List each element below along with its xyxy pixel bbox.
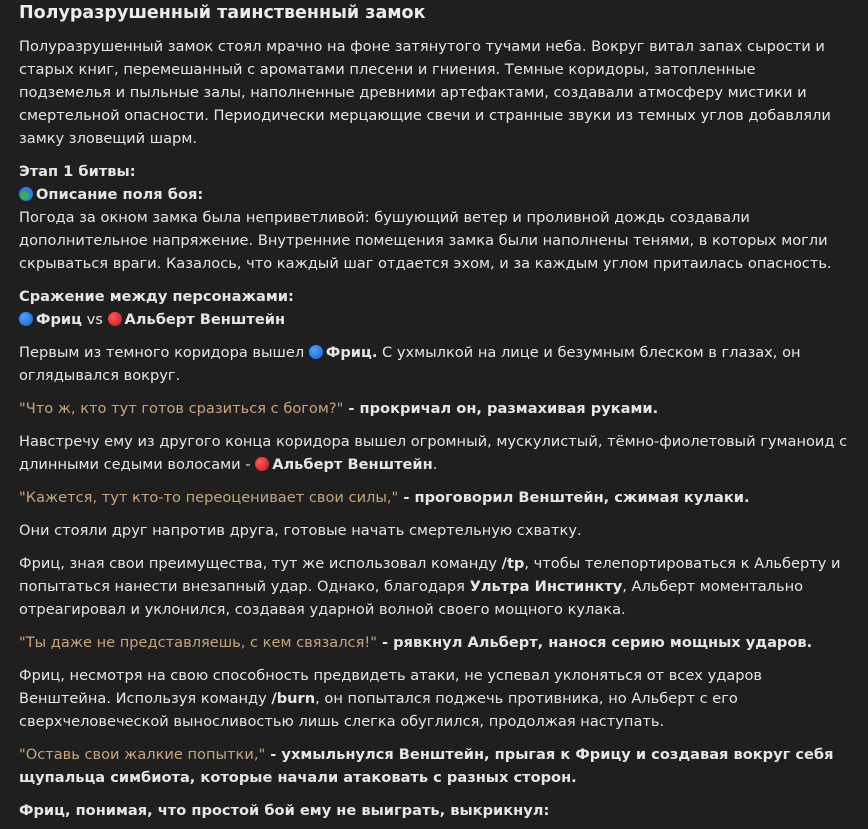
quote-4: "Оставь свои жалкие попытки," - ухмыльнулся Венштейн, прыгая к Фрицу и создавая вокруг себя щупальца симбиота, которые начали атаковать с разных сторон. bbox=[19, 746, 834, 786]
story-paragraph-5: Фриц, несмотря на свою способность предвидеть атаки, не успевал уклоняться от всех ударов Венштейна. Используя команду /burn, он попытался поджечь противника, но Альберт с его сверхчеловеческой выносливостью лишь слегка обуглился, продолжая наступать. bbox=[19, 667, 763, 730]
story-paragraph-1: Первым из темного коридора вышел Фриц. С ухмылкой на лице и безумным блеском в глазах, он оглядывался вокруг. bbox=[19, 344, 801, 384]
red-circle-icon bbox=[255, 457, 269, 471]
versus-line: Фриц vs Альберт Венштейн bbox=[19, 308, 850, 331]
intro-paragraph: Полуразрушенный замок стоял мрачно на фоне затянутого тучами неба. Вокруг витал запах сырости и старых книг, перемешанный с ароматами плесени и гниения. Темные коридоры, затопленные подземелья и пыльные залы, наполненные древними артефактами, создавали атмосферу мистики и смертельной опасности. Периодически мерцающие свечи и странные звуки из темных углов добавляли замку зловещий шарм. bbox=[19, 38, 831, 147]
red-circle-icon bbox=[108, 312, 122, 326]
quote-3: "Ты даже не представляешь, с кем связался!" - рявкнул Альберт, нанося серию мощных ударов. bbox=[19, 634, 813, 651]
story-paragraph-3: Они стояли друг напротив друга, готовые начать смертельную схватку. bbox=[19, 522, 582, 539]
blue-circle-icon bbox=[19, 312, 33, 326]
quote-2: "Кажется, тут кто-то переоценивает свои силы," - проговорил Венштейн, сжимая кулаки. bbox=[19, 489, 750, 506]
story-paragraph-6: Фриц, понимая, что простой бой ему не выиграть, выкрикнул: bbox=[19, 802, 550, 819]
quote-1: "Что ж, кто тут готов сразиться с богом?" - прокричал он, размахивая руками. bbox=[19, 400, 659, 417]
stage-heading: Этап 1 битвы: bbox=[19, 163, 136, 180]
battle-heading: Сражение между персонажами: bbox=[19, 288, 294, 305]
page-title: Полуразрушенный таинственный замок bbox=[19, 3, 426, 23]
blue-circle-icon bbox=[309, 345, 323, 359]
story-paragraph-2: Навстречу ему из другого конца коридора вышел огромный, мускулистый, тёмно-фиолетовый гуманоид с длинными седыми волосами - Альберт Венштейн. bbox=[19, 433, 848, 473]
field-description: Погода за окном замка была неприветливой: бушующий ветер и проливной дождь создавали дополнительное напряжение. Внутренние помещения замка были наполнены тенями, в которых могли скрываться враги. Казалось, что каждый шаг отдается эхом, и за каждым углом притаилась опасность. bbox=[19, 209, 832, 272]
story-paragraph-4: Фриц, зная свои преимущества, тут же использовал команду /tp, чтобы телепортироваться к Альберту и попытаться нанести внезапный удар. Однако, благодаря Ультра Инстинкту, Альберт моментально отреагировал и уклонился, создавая ударной волной своего мощного кулака. bbox=[19, 555, 841, 618]
globe-icon bbox=[19, 187, 33, 201]
field-heading: Описание поля боя: bbox=[19, 183, 850, 206]
